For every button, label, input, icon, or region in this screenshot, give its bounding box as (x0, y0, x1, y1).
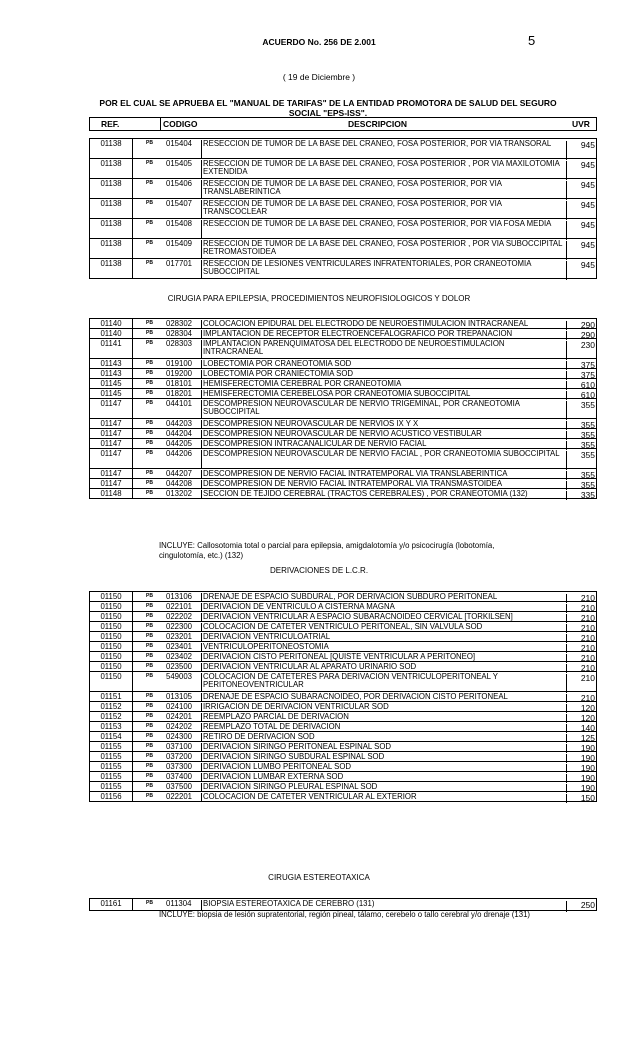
row-description: RESECCION DE TUMOR DE LA BASE DEL CRANEO, FOSA POSTERIOR, POR VIA TRANSCOCLEAR (201, 200, 563, 219)
row-ref: 01150 (100, 642, 122, 651)
pb-mark: PB (146, 260, 153, 266)
row-code: 028302 (166, 319, 193, 328)
row-uvr: 210 (566, 654, 596, 663)
row-description: DRENAJE DE ESPACIO SUBARACNOIDEO, POR DERIVACION CISTO PERITONEAL (201, 693, 563, 702)
row-uvr: 210 (566, 624, 596, 633)
row-ref: 01147 (100, 439, 122, 448)
table-row (89, 762, 597, 772)
table-row (89, 742, 597, 752)
table-row (89, 179, 597, 199)
row-code: 015409 (166, 239, 193, 248)
section-heading: CIRUGIA ESTEREOTAXICA (268, 873, 370, 882)
pb-mark: PB (146, 693, 153, 699)
row-ref: 01152 (100, 712, 122, 721)
row-code: 037100 (166, 742, 193, 751)
table-row (89, 339, 597, 359)
pb-mark: PB (146, 140, 153, 146)
row-description: SECCION DE TEJIDO CEREBRAL (TRACTOS CEREBRALES) , POR CRANEOTOMIA (132) (201, 490, 563, 499)
pb-mark: PB (146, 643, 153, 649)
row-ref: 01138 (100, 179, 122, 188)
pb-mark: PB (146, 633, 153, 639)
table-row (89, 479, 597, 489)
pb-mark: PB (146, 673, 153, 679)
row-ref: 01161 (100, 899, 122, 908)
table-row (89, 219, 597, 239)
row-uvr: 210 (566, 594, 596, 603)
row-code: 015407 (166, 199, 193, 208)
row-code: 015404 (166, 139, 193, 148)
row-code: 028303 (166, 339, 193, 348)
includes-note: INCLUYE: Callosotomia total o parcial para epilepsia, amigdalotomía y/o psicocirugía (lobotomía, cingulotomía, etc.) (132) (159, 541, 495, 560)
row-uvr: 140 (566, 724, 596, 733)
table-row (89, 439, 597, 449)
column-header-row (89, 117, 597, 131)
table-row (89, 138, 597, 159)
pb-mark: PB (146, 320, 153, 326)
row-code: 013202 (166, 489, 193, 498)
pb-mark: PB (146, 713, 153, 719)
row-code: 019200 (166, 369, 193, 378)
column-uvr: UVR (572, 119, 590, 129)
row-ref: 01150 (100, 662, 122, 671)
table-row (89, 199, 597, 219)
table-row (89, 318, 597, 329)
row-ref: 01147 (100, 419, 122, 428)
table-row (89, 692, 597, 702)
row-description: BIOPSIA ESTEREOTAXICA DE CEREBRO (131) (201, 900, 563, 911)
row-uvr: 210 (566, 644, 596, 653)
row-uvr: 945 (566, 161, 596, 180)
pb-mark: PB (146, 613, 153, 619)
row-uvr: 125 (566, 734, 596, 743)
pb-mark: PB (146, 440, 153, 446)
row-code: 044206 (166, 449, 193, 458)
row-ref: 01147 (100, 449, 122, 458)
pb-mark: PB (146, 773, 153, 779)
pb-mark: PB (146, 330, 153, 336)
pb-mark: PB (146, 593, 153, 599)
document-title: POR EL CUAL SE APRUEBA EL "MANUAL DE TARIFAS" DE LA ENTIDAD PROMOTORA DE SALUD DEL SEGURO SOCIAL "EPS-ISS". (99, 98, 557, 118)
table-row (89, 782, 597, 792)
row-code: 013106 (166, 592, 193, 601)
pb-mark: PB (146, 653, 153, 659)
row-uvr: 290 (566, 321, 596, 330)
row-uvr: 120 (566, 704, 596, 713)
row-ref: 01155 (100, 752, 122, 761)
row-description: DERIVACION VENTRICULOATRIAL (201, 633, 563, 642)
pb-mark: PB (146, 160, 153, 166)
row-description: COLOCACION DE CATETER VENTRICULAR AL EXTERIOR (201, 793, 563, 802)
row-uvr: 610 (566, 391, 596, 400)
pb-mark: PB (146, 380, 153, 386)
row-code: 022101 (166, 602, 193, 611)
page-number: 5 (528, 33, 536, 48)
table-row (89, 672, 597, 692)
pb-mark: PB (146, 400, 153, 406)
row-uvr: 355 (566, 441, 596, 450)
table-row (89, 239, 597, 259)
row-description: LOBECTOMIA POR CRANEOTOMIA SOD (201, 360, 563, 369)
row-uvr: 190 (566, 754, 596, 763)
row-uvr: 355 (566, 421, 596, 430)
row-description: LOBECTOMIA POR CRANIECTOMIA SOD (201, 370, 563, 379)
row-ref: 01155 (100, 742, 122, 751)
row-uvr: 945 (566, 241, 596, 260)
row-uvr: 190 (566, 784, 596, 793)
row-ref: 01147 (100, 469, 122, 478)
row-uvr: 355 (566, 471, 596, 480)
table-row (89, 662, 597, 672)
pb-mark: PB (146, 240, 153, 246)
pb-mark: PB (146, 390, 153, 396)
table-row (89, 632, 597, 642)
row-code: 022202 (166, 612, 193, 621)
row-description: RESECCION DE TUMOR DE LA BASE DEL CRANEO, FOSA POSTERIOR, POR VIA TRANSORAL (201, 140, 563, 159)
row-ref: 01154 (100, 732, 122, 741)
row-description: RESECCION DE TUMOR DE LA BASE DEL CRANEO, FOSA POSTERIOR , POR VIA MAXILOTOMIA EXTENDIDA (201, 160, 563, 179)
row-code: 024300 (166, 732, 193, 741)
pb-mark: PB (146, 470, 153, 476)
row-uvr: 190 (566, 764, 596, 773)
row-code: 024100 (166, 702, 193, 711)
row-description: DESCOMPRESION NEUROVASCULAR DE NERVIO TRIGEMINAL, POR CRANEOTOMIA SUBOCCIPITAL (201, 400, 563, 419)
table-row (89, 612, 597, 622)
table-row (89, 642, 597, 652)
table-row (89, 389, 597, 399)
row-ref: 01150 (100, 652, 122, 661)
pb-mark: PB (146, 663, 153, 669)
table-row (89, 622, 597, 632)
row-description: DESCOMPRESION INTRACANALICULAR DE NERVIO FACIAL (201, 440, 563, 449)
row-code: 037200 (166, 752, 193, 761)
row-description: DERIVACION DE VENTRICULO A CISTERNA MAGNA (201, 603, 563, 612)
column-desc: DESCRIPCION (348, 119, 408, 129)
pb-mark: PB (146, 733, 153, 739)
row-uvr: 945 (566, 141, 596, 160)
row-uvr: 210 (566, 634, 596, 643)
row-description: DERIVACION VENTRICULAR A ESPACIO SUBARACNOIDEO CERVICAL [TORKILSEN] (201, 613, 563, 622)
row-ref: 01147 (100, 479, 122, 488)
table-group (89, 318, 597, 499)
table-row (89, 752, 597, 762)
pb-mark: PB (146, 370, 153, 376)
row-code: 019100 (166, 359, 193, 368)
row-ref: 01156 (100, 792, 122, 801)
row-description: COLOCACION EPIDURAL DEL ELECTRODO DE NEUROESTIMULACION INTRACRANEAL (201, 320, 563, 329)
row-code: 044101 (166, 399, 193, 408)
row-uvr: 610 (566, 381, 596, 390)
row-code: 023201 (166, 632, 193, 641)
row-description: DERIVACION LUMBO PERITONEAL SOD (201, 763, 563, 772)
row-ref: 01143 (100, 359, 122, 368)
pb-mark: PB (146, 180, 153, 186)
table-row (89, 702, 597, 712)
row-description: DESCOMPRESION NEUROVASCULAR DE NERVIO ACUSTICO VESTIBULAR (201, 430, 563, 439)
row-ref: 01140 (100, 319, 122, 328)
row-code: 015408 (166, 219, 193, 228)
pb-mark: PB (146, 480, 153, 486)
table-row (89, 712, 597, 722)
row-description: IMPLANTACION DE RECEPTOR ELECTROENCEFALOGRAFICO POR TREPANACION (201, 330, 563, 339)
row-description: DRENAJE DE ESPACIO SUBDURAL, POR DERIVACION SUBDURO PERITONEAL (201, 593, 563, 602)
table-row (89, 159, 597, 179)
table-row (89, 469, 597, 479)
row-description: IRRIGACION DE DERIVACION VENTRICULAR SOD (201, 703, 563, 712)
row-ref: 01150 (100, 672, 122, 681)
row-uvr: 210 (566, 694, 596, 703)
column-ref: REF. (101, 119, 120, 129)
row-ref: 01147 (100, 429, 122, 438)
row-description: RETIRO DE DERIVACION SOD (201, 733, 563, 742)
table-row (89, 369, 597, 379)
row-ref: 01150 (100, 622, 122, 631)
row-ref: 01148 (100, 489, 122, 498)
page-header-date: ( 19 de Diciembre ) (282, 72, 356, 82)
row-code: 037400 (166, 772, 193, 781)
row-description: DERIVACION LUMBAR EXTERNA SOD (201, 773, 563, 782)
row-code: 037500 (166, 782, 193, 791)
pb-mark: PB (146, 793, 153, 799)
row-code: 028304 (166, 329, 193, 338)
pb-mark: PB (146, 900, 153, 906)
row-description: IMPLANTACION PARENQUIMATOSA DEL ELECTRODO DE NEUROESTIMULACION INTRACRANEAL (201, 340, 563, 359)
row-ref: 01155 (100, 772, 122, 781)
row-code: 022300 (166, 622, 193, 631)
pb-mark: PB (146, 490, 153, 496)
row-code: 044207 (166, 469, 193, 478)
table-row (89, 732, 597, 742)
table-row (89, 399, 597, 419)
pb-mark: PB (146, 763, 153, 769)
row-uvr: 190 (566, 774, 596, 783)
pb-mark: PB (146, 753, 153, 759)
section-heading: CIRUGIA PARA EPILEPSIA, PROCEDIMIENTOS NEUROFISIOLOGICOS Y DOLOR (167, 294, 471, 303)
row-ref: 01151 (100, 692, 122, 701)
pb-mark: PB (146, 723, 153, 729)
row-ref: 01138 (100, 139, 122, 148)
pb-mark: PB (146, 603, 153, 609)
row-ref: 01140 (100, 329, 122, 338)
row-uvr: 355 (566, 431, 596, 440)
row-description: HEMISFERECTOMIA CEREBRAL POR CRANEOTOMIA (201, 380, 563, 389)
row-description: RESECCION DE LESIONES VENTRICULARES INFRATENTORIALES, POR CRANEOTOMIA SUBOCCIPITAL (201, 260, 563, 279)
row-code: 011304 (166, 899, 192, 908)
pb-mark: PB (146, 783, 153, 789)
row-code: 023401 (166, 642, 193, 651)
row-uvr: 150 (566, 794, 596, 803)
table-group (89, 138, 597, 279)
row-description: DERIVACION CISTO PERITONEAL [QUISTE VENTRICULAR A PERITONEO] (201, 653, 563, 662)
row-ref: 01145 (100, 379, 122, 388)
page-header-title: ACUERDO No. 256 DE 2.001 (262, 37, 376, 47)
row-code: 022201 (166, 792, 193, 801)
row-description: REEMPLAZO TOTAL DE DERIVACION (201, 723, 563, 732)
row-code: 549003 (166, 672, 193, 681)
table-group (89, 591, 597, 802)
row-description: HEMISFERECTOMIA CEREBELOSA POR CRANEOTOMIA SUBOCCIPITAL (201, 390, 563, 399)
row-ref: 01150 (100, 612, 122, 621)
row-uvr: 290 (566, 331, 596, 340)
row-uvr: 355 (566, 451, 596, 470)
row-uvr: 210 (566, 664, 596, 673)
pb-mark: PB (146, 623, 153, 629)
includes-note: INCLUYE: biopsia de lesión supratentorial, región pineal, tálamo, cerebelo o tallo cerebral y/o drenaje (131) (159, 910, 530, 919)
pb-mark: PB (146, 340, 153, 346)
row-uvr: 335 (566, 491, 596, 500)
row-description: RESECCION DE TUMOR DE LA BASE DEL CRANEO, FOSA POSTERIOR, POR VIA FOSA MEDIA (201, 220, 563, 239)
row-description: DESCOMPRESION DE NERVIO FACIAL INTRATEMPORAL VIA TRANSMASTOIDEA (201, 480, 563, 489)
row-ref: 01152 (100, 702, 122, 711)
row-description: DERIVACION VENTRICULAR AL APARATO URINARIO SOD (201, 663, 563, 672)
row-ref: 01155 (100, 782, 122, 791)
row-uvr: 250 (566, 901, 596, 912)
row-description: DERIVACION SIRINGO PERITONEAL ESPINAL SOD (201, 743, 563, 752)
pb-mark: PB (146, 220, 153, 226)
section-heading: DERIVACIONES DE L.C.R. (269, 566, 369, 575)
table-row (89, 329, 597, 339)
table-row (89, 449, 597, 469)
row-uvr: 945 (566, 181, 596, 200)
table-row (89, 591, 597, 602)
row-ref: 01150 (100, 592, 122, 601)
row-uvr: 355 (566, 401, 596, 420)
table-row (89, 429, 597, 439)
table-row (89, 489, 597, 499)
table-row (89, 652, 597, 662)
pb-mark: PB (146, 450, 153, 456)
row-uvr: 355 (566, 481, 596, 490)
row-code: 024201 (166, 712, 193, 721)
row-uvr: 375 (566, 361, 596, 370)
row-uvr: 230 (566, 341, 596, 360)
row-code: 023402 (166, 652, 193, 661)
row-code: 015406 (166, 179, 193, 188)
row-description: DESCOMPRESION NEUROVASCULAR DE NERVIOS IX Y X (201, 420, 563, 429)
table-row (89, 359, 597, 369)
row-description: REEMPLAZO PARCIAL DE DERIVACION (201, 713, 563, 722)
row-description: COLOCACION DE CATETERES PARA DERIVACION VENTRICULOPERITONEAL Y PERITONEOVENTRICULAR (201, 673, 563, 692)
row-description: RESECCION DE TUMOR DE LA BASE DEL CRANEO, FOSA POSTERIOR, POR VIA TRANSLABERINTICA (201, 180, 563, 199)
row-uvr: 210 (566, 674, 596, 693)
table-row (89, 772, 597, 782)
row-code: 037300 (166, 762, 193, 771)
row-code: 018101 (166, 379, 193, 388)
row-ref: 01141 (100, 339, 122, 348)
row-description: COLOCACION DE CATETER VENTRICULO PERITONEAL, SIN VALVULA SOD (201, 623, 563, 632)
row-code: 023500 (166, 662, 193, 671)
table-row (89, 259, 597, 279)
row-uvr: 945 (566, 261, 596, 280)
row-code: 044205 (166, 439, 193, 448)
row-ref: 01138 (100, 199, 122, 208)
table-row (89, 602, 597, 612)
table-row (89, 379, 597, 389)
row-code: 044208 (166, 479, 193, 488)
row-uvr: 210 (566, 604, 596, 613)
row-ref: 01138 (100, 259, 122, 268)
row-uvr: 945 (566, 221, 596, 240)
pb-mark: PB (146, 360, 153, 366)
pb-mark: PB (146, 430, 153, 436)
row-uvr: 945 (566, 201, 596, 220)
row-uvr: 190 (566, 744, 596, 753)
row-description: DESCOMPRESION NEUROVASCULAR DE NERVIO FACIAL , POR CRANEOTOMIA SUBOCCIPITAL (201, 450, 563, 469)
row-ref: 01138 (100, 239, 122, 248)
table-row (89, 419, 597, 429)
row-ref: 01147 (100, 399, 122, 408)
row-description: DERIVACION SIRINGO PLEURAL ESPINAL SOD (201, 783, 563, 792)
row-ref: 01138 (100, 219, 122, 228)
row-ref: 01155 (100, 762, 122, 771)
row-code: 044204 (166, 429, 193, 438)
row-ref: 01150 (100, 632, 122, 641)
column-code: CODIGO (163, 119, 198, 129)
row-description: VENTRICULOPERITONEOSTOMIA (201, 643, 563, 652)
row-description: RESECCION DE TUMOR DE LA BASE DEL CRANEO, FOSA POSTERIOR , POR VIA SUBOCCIPITAL RETROMASTOIDEA (201, 240, 563, 259)
row-code: 018201 (166, 389, 193, 398)
row-description: DERIVACION SIRINGO SUBDURAL ESPINAL SOD (201, 753, 563, 762)
row-ref: 01138 (100, 159, 122, 168)
row-code: 017701 (166, 259, 193, 268)
table-row (89, 792, 597, 802)
pb-mark: PB (146, 703, 153, 709)
row-description: DESCOMPRESION DE NERVIO FACIAL INTRATEMPORAL VIA TRANSLABERINTICA (201, 470, 563, 479)
pb-mark: PB (146, 743, 153, 749)
table-row (89, 722, 597, 732)
row-code: 044203 (166, 419, 193, 428)
row-ref: 01150 (100, 602, 122, 611)
row-code: 015405 (166, 159, 193, 168)
row-ref: 01143 (100, 369, 122, 378)
row-code: 024202 (166, 722, 193, 731)
row-ref: 01153 (100, 722, 122, 731)
pb-mark: PB (146, 200, 153, 206)
row-uvr: 120 (566, 714, 596, 723)
row-ref: 01145 (100, 389, 122, 398)
row-code: 013105 (166, 692, 193, 701)
row-uvr: 375 (566, 371, 596, 380)
row-uvr: 210 (566, 614, 596, 623)
pb-mark: PB (146, 420, 153, 426)
